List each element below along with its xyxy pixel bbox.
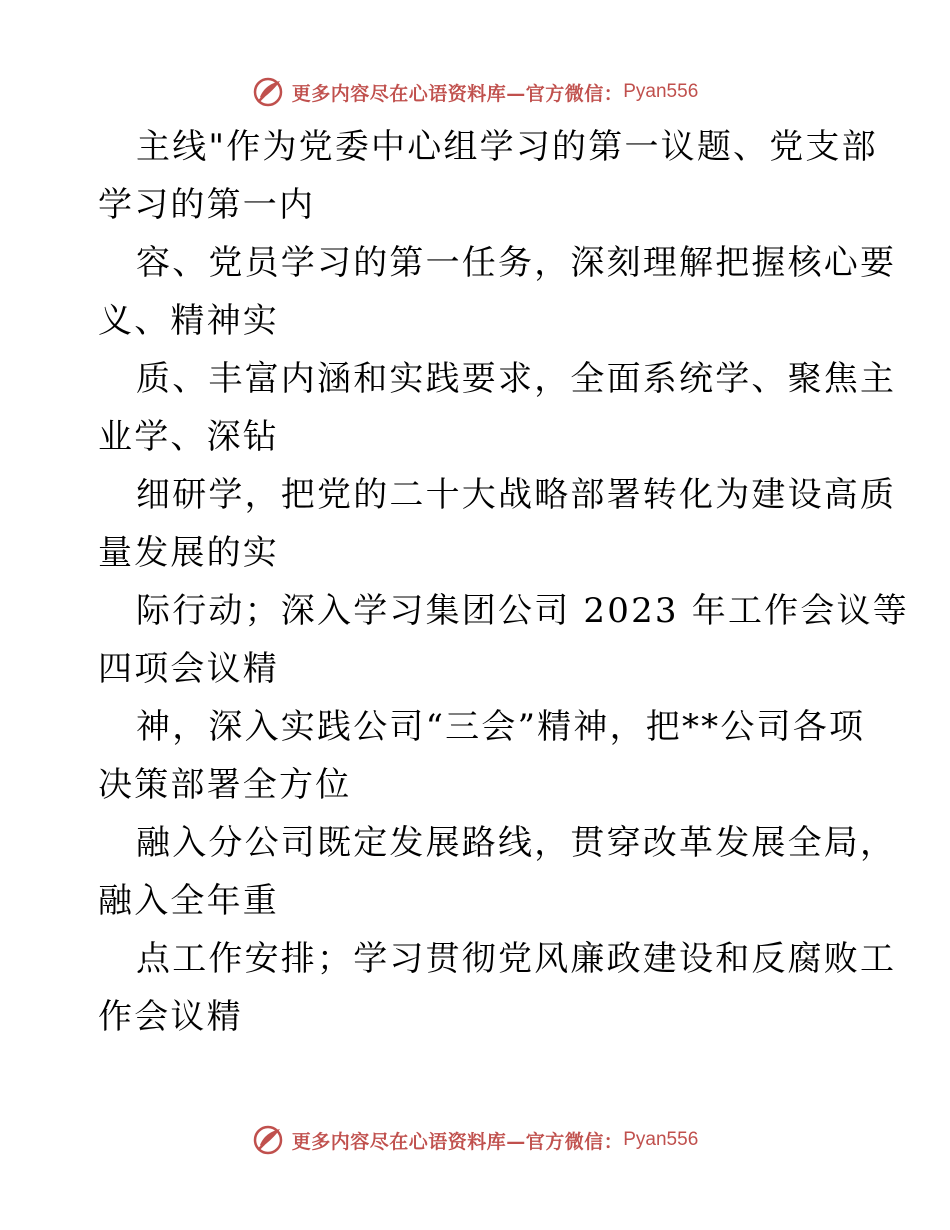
text-line: 业学、深钻: [98, 417, 279, 457]
pen-logo-icon: [252, 1123, 286, 1157]
text-line: 融入分公司既定发展路线，贯穿改革发展全局，: [136, 823, 897, 863]
footer-watermark: [0, 1120, 950, 1160]
watermark-text: 更多内容尽在心语资料库—官方微信：: [291, 1130, 624, 1153]
text-line: 际行动；深入学习集团公司 2023 年工作会议等: [136, 591, 909, 631]
watermark-wechat-id: Pyan556: [623, 1129, 699, 1150]
text-line: 容、党员学习的第一任务，深刻理解把握核心要: [136, 243, 897, 283]
pen-logo-icon: [252, 75, 286, 109]
text-line: 主线"作为党委中心组学习的第一议题、党支部: [136, 127, 878, 167]
text-line: 量发展的实: [98, 533, 279, 573]
document-body: [98, 118, 909, 1046]
text-line: 四项会议精: [98, 649, 279, 689]
text-line: 学习的第一内: [98, 185, 316, 225]
watermark-text: 更多内容尽在心语资料库—官方微信：: [291, 82, 624, 105]
text-line: 神，深入实践公司“三会”精神，把**公司各项: [136, 707, 866, 747]
text-line: 融入全年重: [98, 881, 279, 921]
text-line: 质、丰富内涵和实践要求，全面系统学、聚焦主: [136, 359, 897, 399]
text-line: 细研学，把党的二十大战略部署转化为建设高质: [136, 475, 897, 515]
header-watermark: [0, 72, 950, 112]
text-line: 决策部署全方位: [98, 765, 352, 805]
text-line: 作会议精: [98, 997, 243, 1037]
text-line: 义、精神实: [98, 301, 279, 341]
text-line: 点工作安排；学习贯彻党风廉政建设和反腐败工: [136, 939, 897, 979]
watermark-wechat-id: Pyan556: [623, 81, 699, 102]
